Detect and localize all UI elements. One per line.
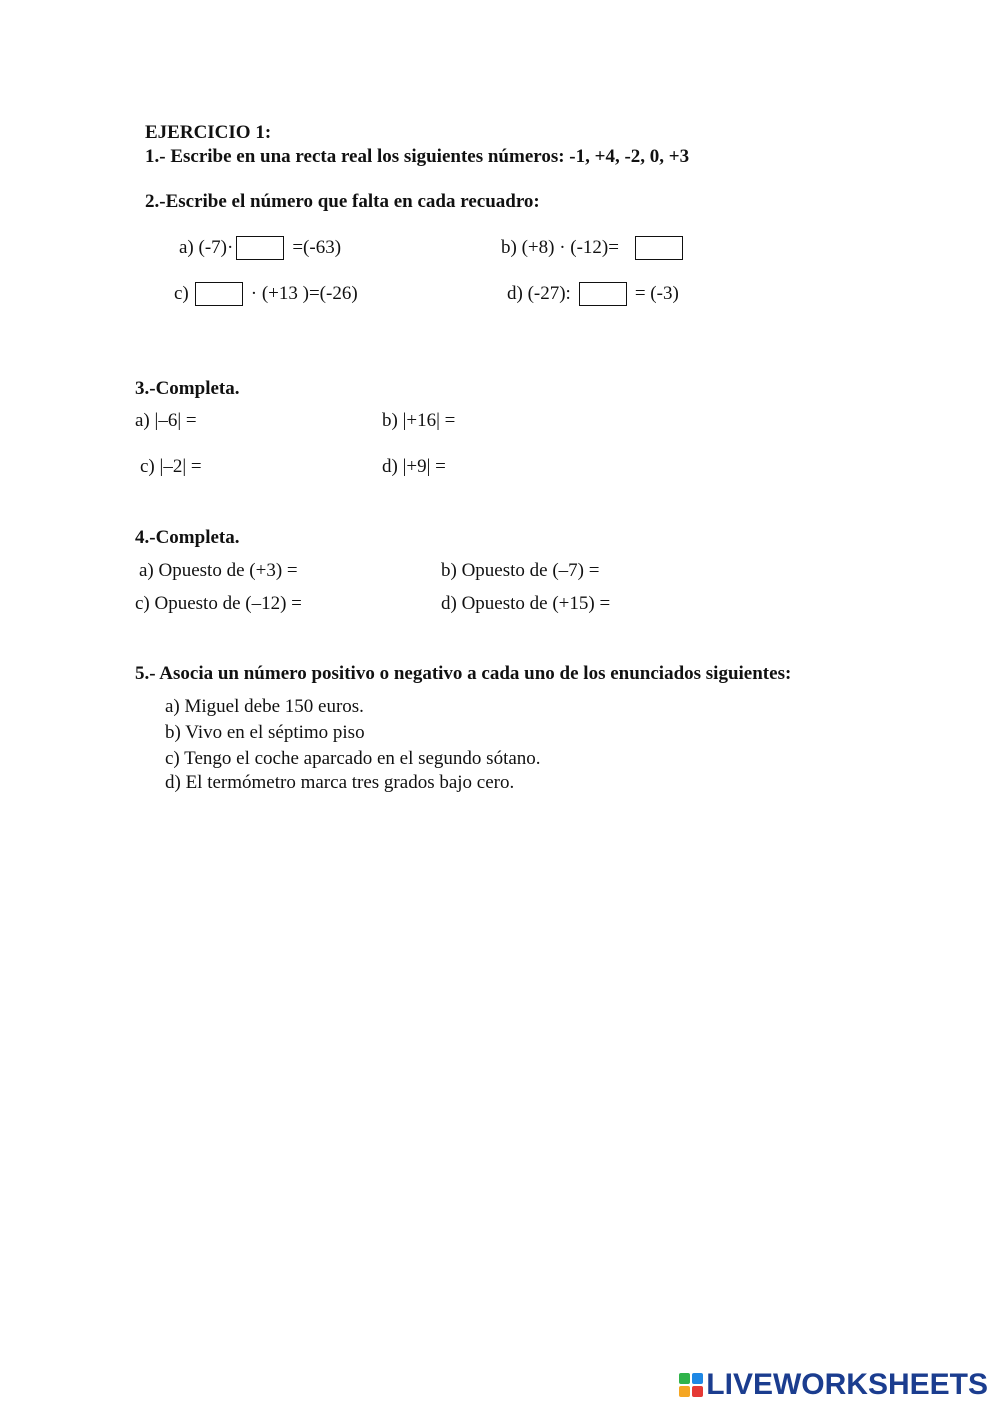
q2-answer-box-a[interactable]	[236, 236, 284, 260]
question-2-heading: 2.-Escribe el número que falta en cada recuadro:	[145, 191, 540, 212]
question-3-heading: 3.-Completa.	[135, 378, 240, 399]
q3-item-b: b) |+16| =	[382, 410, 456, 431]
liveworksheets-brand	[679, 1368, 988, 1402]
q4-item-a: a) Opuesto de (+3) =	[139, 560, 298, 581]
q2-answer-box-c[interactable]	[195, 282, 243, 306]
question-5-heading: 5.- Asocia un número positivo o negativo a cada uno de los enunciados siguientes:	[135, 663, 792, 684]
q3-item-a: a) |–6| =	[135, 410, 197, 431]
q2-item-c-post: · (+13 )=(-26)	[250, 283, 358, 304]
q2-item-c-pre: c)	[174, 283, 189, 304]
logo-cell-blue	[692, 1373, 703, 1384]
q2-item-d-post: = (-3)	[634, 283, 679, 304]
q3-item-c: c) |–2| =	[140, 456, 202, 477]
exercise-title: EJERCICIO 1:	[145, 122, 272, 143]
logo-cell-red	[692, 1386, 703, 1397]
q2-answer-box-b[interactable]	[635, 236, 683, 260]
q2-item-a-post: =(-63)	[292, 237, 342, 258]
q3-item-d: d) |+9| =	[382, 456, 446, 477]
question-4-heading: 4.-Completa.	[135, 527, 240, 548]
q2-item-b-pre: b) (+8) · (-12)=	[501, 237, 619, 258]
q2-item-c	[174, 282, 358, 306]
logo-cell-green	[679, 1373, 690, 1384]
question-1: 1.- Escribe en una recta real los siguientes números: -1, +4, -2, 0, +3	[145, 146, 690, 167]
q2-item-d-pre: d) (-27):	[507, 283, 571, 304]
q4-item-d: d) Opuesto de (+15) =	[441, 593, 611, 614]
q5-item-d: d) El termómetro marca tres grados bajo cero.	[165, 772, 515, 793]
q2-item-a-pre: a) (-7)·	[179, 237, 234, 258]
q2-item-d	[507, 282, 679, 306]
liveworksheets-logo-icon	[679, 1373, 703, 1397]
q2-item-b	[501, 236, 683, 260]
q2-answer-box-d[interactable]	[579, 282, 627, 306]
q2-item-a	[179, 236, 341, 260]
liveworksheets-wordmark: LIVEWORKSHEETS	[706, 1368, 988, 1401]
q4-item-c: c) Opuesto de (–12) =	[135, 593, 302, 614]
q5-item-c: c) Tengo el coche aparcado en el segundo sótano.	[165, 748, 541, 769]
logo-cell-orange	[679, 1386, 690, 1397]
q4-item-b: b) Opuesto de (–7) =	[441, 560, 600, 581]
q5-item-b: b) Vivo en el séptimo piso	[165, 722, 365, 743]
q5-item-a: a) Miguel debe 150 euros.	[165, 696, 364, 717]
